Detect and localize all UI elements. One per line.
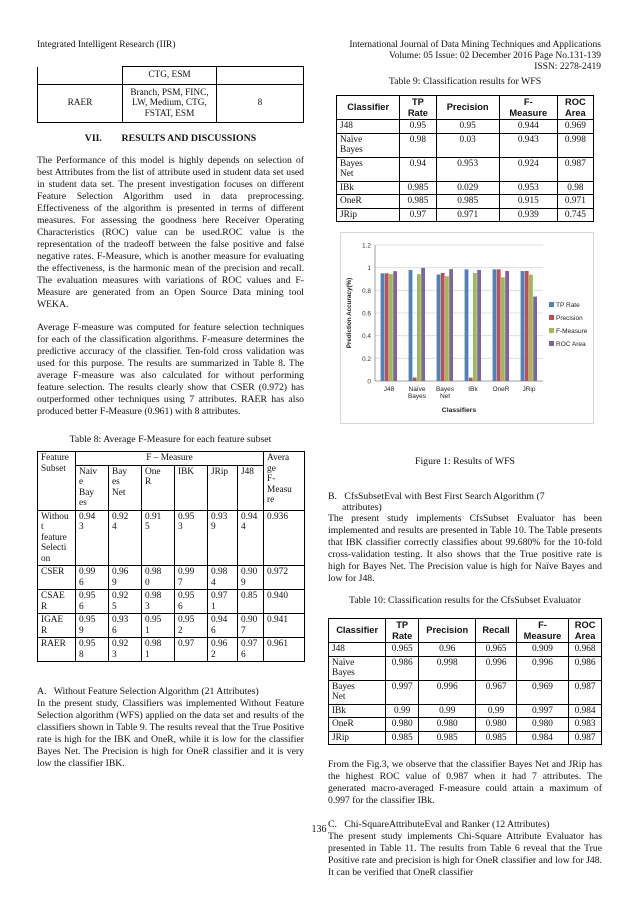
table-cell: 0.99 7 — [175, 566, 208, 590]
bar-roc-area-5 — [533, 297, 537, 381]
table-cell: 0.967 — [476, 680, 516, 704]
row-label: JRip — [329, 731, 386, 745]
table-cell: 0.96 — [419, 643, 476, 657]
legend-entry: F-Measure — [556, 328, 588, 335]
legend-swatch — [549, 341, 554, 346]
table-header-cell: Classifier — [329, 619, 386, 643]
page-number: 136 — [311, 824, 327, 835]
table-cell: 0.98 1 — [142, 638, 175, 662]
table-header-cell: F – Measure — [76, 452, 264, 466]
table-header-cell: TP Rate — [400, 96, 436, 120]
table-cell: 0.971 — [557, 195, 593, 209]
table-row — [329, 656, 602, 680]
journal-left-header: Integrated Intelligent Research (IIR) — [37, 40, 176, 50]
row-label: IGAE R — [38, 614, 76, 638]
table-cell: 0.03 — [436, 133, 499, 157]
x-tick-label: Bayes — [435, 386, 455, 393]
table-cell: 8 — [217, 84, 304, 123]
legend-swatch — [549, 328, 554, 333]
bar-tp-rate-3 — [465, 269, 469, 381]
table-header-cell: ROC Area — [557, 96, 593, 120]
table-cell: 0.95 9 — [76, 614, 109, 638]
x-tick-label: Net — [439, 393, 451, 400]
table-cell: 0.91 5 — [142, 510, 175, 566]
x-tick-label: OneR — [492, 386, 510, 393]
paragraph: Average F-measure was computed for feature selection techniques for each of the classification algorithms. F-measure determines the predictive accuracy of the classifier. Ten-fold cross validation was used for this purpose. The results are summarized in Table 8. The average F-measure was also calculated for without performing feature selection. The results clearly show that CSER (0.972) has outperformed other techniques using 7 attributes. RAER has also produced better F-Measure (0.961) with 8 attributes. — [37, 322, 304, 417]
table-cell: 0.97 1 — [208, 590, 238, 614]
table-cell: 0.985 — [419, 731, 476, 745]
row-label: OneR — [329, 718, 386, 732]
bar-f-measure-0 — [389, 274, 393, 381]
table-row — [337, 195, 594, 209]
bar-precision-5 — [525, 271, 529, 381]
table-row — [329, 704, 602, 718]
table-header-cell: ROC Area — [569, 619, 602, 643]
table-cell: 0.996 — [476, 656, 516, 680]
table-cell: 0.98 4 — [208, 566, 238, 590]
table-cell: 0.985 — [400, 181, 436, 195]
table-header-cell: Classifier — [337, 96, 400, 120]
bar-roc-area-4 — [505, 271, 509, 381]
table-cell: 0.97 6 — [238, 638, 264, 662]
table-cell — [123, 84, 217, 123]
table-cell: 0.90 7 — [238, 614, 264, 638]
table-cell: 0.984 — [569, 704, 602, 718]
y-tick-label: 0.6 — [361, 310, 371, 318]
paragraph: The present study implements CfsSubset Evaluator has been implemented and results are presented in Table 10. The Table presents that IBK classifier correctly classifies about 99.680% for the 10-fold cross-validation testing. It also shows that the True positive rate is high for Bayes Net. The Precision value is high for Naïve Bayes and low for J48. — [328, 513, 602, 584]
y-tick-label: 0 — [367, 378, 371, 386]
table-cell: 0.99 — [476, 704, 516, 718]
table-row — [329, 718, 602, 732]
table-row — [38, 566, 305, 590]
bar-chart — [341, 233, 593, 423]
row-label: JRip — [337, 208, 400, 222]
attribute-subset-table — [37, 66, 304, 123]
table-cell: 0.915 — [499, 195, 557, 209]
subsection-heading: B. CfsSubsetEval with Best First Search Algorithm (7 attributes) — [328, 491, 545, 513]
paragraph: From the Fig.3, we observe that the classifier Bayes Net and JRip has the highest ROC value of 0.987 when it had 7 attributes. The generated macro-averaged F-measure could attain a maximum of 0.997 for the classifier IBk. — [328, 759, 602, 806]
row-label: OneR — [337, 195, 400, 209]
table-cell: 0.029 — [436, 181, 499, 195]
table-cell: 0.909 — [516, 643, 568, 657]
table-cell: 0.961 — [264, 638, 305, 662]
table-row — [337, 208, 594, 222]
table-cell: 0.97 — [400, 208, 436, 222]
row-label: Bayes Net — [337, 157, 400, 181]
table-header-cell: J48 — [238, 465, 264, 510]
y-tick-label: 0.4 — [361, 333, 371, 341]
table-cell: 0.936 — [264, 510, 305, 566]
bar-roc-area-0 — [393, 271, 397, 381]
table-header-cell: Avera ge F- Measu re — [264, 452, 305, 511]
table-cell: 0.965 — [476, 643, 516, 657]
row-label: Naïve Bayes — [337, 133, 400, 157]
x-tick-label: JRip — [522, 386, 536, 393]
figure-1-chart-frame — [340, 232, 594, 424]
table-cell: 0.986 — [569, 656, 602, 680]
table-cell: 0.997 — [516, 704, 568, 718]
table-cell: 0.998 — [419, 656, 476, 680]
table-row — [329, 680, 602, 704]
row-label: CSER — [38, 566, 76, 590]
table-header-cell: Naiv e Bay es — [76, 465, 109, 510]
table-cell: 0.940 — [264, 590, 305, 614]
table-cell: 0.953 — [499, 181, 557, 195]
table-cell: 0.939 — [499, 208, 557, 222]
table-cell: 0.985 — [400, 195, 436, 209]
x-tick-label: Bayes — [407, 393, 427, 400]
row-label: J48 — [329, 643, 386, 657]
table-8 — [37, 451, 305, 662]
table-10 — [328, 618, 602, 745]
table-cell: 0.90 9 — [238, 566, 264, 590]
table-row — [329, 619, 602, 643]
table-cell: 0.983 — [569, 718, 602, 732]
table-row — [337, 96, 594, 120]
table-cell: 0.96 9 — [109, 566, 142, 590]
table-row — [38, 67, 304, 85]
row-label: Bayes Net — [329, 680, 386, 704]
bar-tp-rate-0 — [381, 273, 385, 381]
journal-issn: ISSN: 2278-2419 — [534, 62, 601, 72]
table-cell: 0.924 — [499, 157, 557, 181]
table-cell: 0.986 — [386, 656, 419, 680]
table-cell: 0.96 2 — [208, 638, 238, 662]
table-cell: 0.944 — [499, 120, 557, 134]
table-cell: 0.93 6 — [109, 614, 142, 638]
table-header-cell: TP Rate — [386, 619, 419, 643]
legend-entry: TP Rate — [556, 302, 580, 309]
table-cell: 0.95 2 — [175, 614, 208, 638]
bar-f-measure-4 — [501, 277, 505, 381]
table-cell: 0.92 3 — [109, 638, 142, 662]
x-axis-label: Classifiers — [441, 407, 477, 414]
table-cell: 0.985 — [386, 731, 419, 745]
legend-entry: Precision — [556, 315, 583, 322]
table-row — [329, 643, 602, 657]
subsection-heading: A. Without Feature Selection Algorithm (21 Attributes) — [37, 686, 259, 697]
table-cell: 0.95 6 — [76, 590, 109, 614]
table-cell: 0.980 — [476, 718, 516, 732]
section-heading: VII. RESULTS AND DISCUSSIONS — [84, 133, 257, 144]
table-row — [38, 590, 305, 614]
table-header-cell: One R — [142, 465, 175, 510]
table-cell: 0.95 8 — [76, 638, 109, 662]
table-cell: 0.941 — [264, 614, 305, 638]
table-cell: CTG, ESM — [123, 67, 217, 85]
x-tick-label: Naïve — [408, 386, 426, 393]
table-header-cell: Precision — [436, 96, 499, 120]
table-row — [337, 181, 594, 195]
x-tick-label: IBk — [468, 386, 478, 393]
y-tick-label: 1.2 — [361, 242, 371, 250]
table-cell: 0.987 — [569, 731, 602, 745]
table-caption: Table 8: Average F-Measure for each feature subset — [69, 434, 272, 445]
table-cell: 0.97 — [175, 638, 208, 662]
table-cell: 0.95 6 — [175, 590, 208, 614]
table-cell: 0.98 — [400, 133, 436, 157]
y-tick-label: 0.2 — [361, 355, 371, 363]
table-cell: RAER — [38, 84, 123, 123]
journal-right-header — [349, 40, 601, 73]
attr-line: FSTAT, ESM — [144, 108, 195, 119]
table-header-cell: F- Measure — [516, 619, 568, 643]
table-cell: 0.94 — [400, 157, 436, 181]
row-label: CSAE R — [38, 590, 76, 614]
table-row — [337, 120, 594, 134]
bar-f-measure-1 — [417, 274, 421, 381]
table-cell: 0.980 — [516, 718, 568, 732]
table-cell: 0.969 — [516, 680, 568, 704]
table-header-cell: JRip — [208, 465, 238, 510]
table-cell: 0.95 3 — [175, 510, 208, 566]
table-cell: 0.997 — [386, 680, 419, 704]
table-cell: 0.95 — [436, 120, 499, 134]
table-cell: 0.98 0 — [142, 566, 175, 590]
bar-f-measure-2 — [445, 276, 449, 381]
table-cell: 0.985 — [436, 195, 499, 209]
bar-precision-3 — [469, 378, 473, 381]
bar-tp-rate-2 — [437, 274, 441, 381]
table-cell: 0.972 — [264, 566, 305, 590]
bar-tp-rate-5 — [521, 271, 525, 381]
bar-roc-area-2 — [449, 269, 453, 381]
table-header-cell: IBK — [175, 465, 208, 510]
table-cell: 0.99 6 — [76, 566, 109, 590]
table-row — [38, 452, 305, 466]
table-cell: 0.95 1 — [142, 614, 175, 638]
table-cell: 0.943 — [499, 133, 557, 157]
bar-f-measure-3 — [473, 273, 477, 381]
legend-entry: ROC Area — [556, 341, 586, 348]
left-column — [37, 66, 304, 770]
table-cell: 0.94 4 — [238, 510, 264, 566]
row-label: RAER — [38, 638, 76, 662]
attr-line: Branch, PSM, FINC, — [130, 87, 209, 98]
bar-precision-0 — [385, 273, 389, 381]
table-cell: 0.98 — [557, 181, 593, 195]
table-row — [38, 614, 305, 638]
table-cell: 0.95 — [400, 120, 436, 134]
x-tick-label: J48 — [383, 386, 395, 393]
row-label: IBk — [337, 181, 400, 195]
bar-roc-area-3 — [477, 270, 481, 381]
table-row — [337, 133, 594, 157]
table-cell: 0.92 4 — [109, 510, 142, 566]
table-cell: 0.99 — [419, 704, 476, 718]
bar-precision-2 — [441, 273, 445, 381]
table-cell: 0.968 — [569, 643, 602, 657]
journal-volume: Volume: 05 Issue: 02 December 2016 Page No.131-139 — [389, 51, 601, 61]
table-cell: 0.94 6 — [208, 614, 238, 638]
y-axis-label: Prediction Accuracy(%) — [346, 277, 353, 349]
table-cell: 0.745 — [557, 208, 593, 222]
legend-swatch — [549, 315, 554, 320]
bar-roc-area-1 — [421, 268, 425, 381]
table-row — [38, 84, 304, 123]
table-cell: 0.85 — [238, 590, 264, 614]
paragraph: The present study implements Chi-Square Attribute Evaluator has presented in Table 11. The results from Table 6 reveal that the True Positive rate and precision is high for OneR classifier and low for J48. It can be verified that OneR classifier — [328, 831, 602, 878]
y-tick-label: 1 — [367, 265, 371, 273]
table-row — [38, 510, 305, 566]
figure-caption: Figure 1: Results of WFS — [415, 456, 515, 467]
table-cell: 0.984 — [516, 731, 568, 745]
table-header-cell: F- Measure — [499, 96, 557, 120]
table-9 — [336, 95, 594, 222]
table-header-cell: Feature Subset — [38, 452, 76, 511]
row-label: Naïve Bayes — [329, 656, 386, 680]
table-cell: 0.965 — [386, 643, 419, 657]
table-cell: 0.985 — [476, 731, 516, 745]
table-header-cell: Precision — [419, 619, 476, 643]
table-cell: 0.94 3 — [76, 510, 109, 566]
bar-precision-1 — [413, 378, 417, 381]
table-cell: 0.996 — [419, 680, 476, 704]
table-row — [337, 157, 594, 181]
table-row — [38, 638, 305, 662]
right-column — [328, 76, 602, 879]
row-label: IBk — [329, 704, 386, 718]
table-cell: 0.971 — [436, 208, 499, 222]
paragraph: The Performance of this model is highly depends on selection of best Attributes from the list of attribute used in student data set used in student data set. The present investigation focuses on different Feature Selection Algorithm used in data preprocessing. Effectiveness of the algorithm is presented in terms of different measures. For assessing the goodness here Receiver Operating Characteristics (ROC) value can be used.ROC value is the representation of the tradeoff between the false positive and false negative rates. F-Measure, which is another measure for evaluating the effectiveness, is the harmonic mean of the precision and recall. The evaluation measures with variations of ROC values and F-Measure are generated from an Open Source Data mining tool WEKA. — [37, 155, 304, 310]
row-label: J48 — [337, 120, 400, 134]
table-cell: 0.980 — [386, 718, 419, 732]
table-cell: 0.980 — [419, 718, 476, 732]
bar-tp-rate-1 — [409, 270, 413, 381]
table-header-cell: Recall — [476, 619, 516, 643]
table-caption: Table 9: Classification results for WFS — [388, 76, 542, 87]
table-cell: 0.987 — [557, 157, 593, 181]
table-cell: 0.92 5 — [109, 590, 142, 614]
table-cell: 0.953 — [436, 157, 499, 181]
table-cell: 0.969 — [557, 120, 593, 134]
table-cell: 0.93 9 — [208, 510, 238, 566]
table-cell: 0.996 — [516, 656, 568, 680]
table-row — [329, 731, 602, 745]
y-tick-label: 0.8 — [361, 287, 371, 295]
bar-f-measure-5 — [529, 275, 533, 381]
table-cell: 0.99 — [386, 704, 419, 718]
subsection-heading: C. Chi-SquareAttributeEval and Ranker (12 Attributes) — [328, 819, 550, 830]
table-header-cell: Bay es Net — [109, 465, 142, 510]
table-cell: 0.998 — [557, 133, 593, 157]
journal-name: International Journal of Data Mining Techniques and Applications — [349, 40, 601, 50]
bar-precision-4 — [497, 269, 501, 381]
bar-tp-rate-4 — [493, 269, 497, 381]
table-cell: 0.987 — [569, 680, 602, 704]
row-label: Withou t feature Selecti on — [38, 510, 76, 566]
paragraph: In the present study, Classifiers was implemented Without Feature Selection algorithm (WFS) applied on the data set and results of the classifiers shown in Table 9. The results reveal that the True Positive rate is high for the IBK and OneR, while it is low for the classifier Bayes Net. The Precision is high for OneR classifier and it is very low the classifier IBK. — [37, 698, 304, 769]
attr-line: LW, Medium, CTG, — [132, 98, 207, 108]
table-cell: 0.98 3 — [142, 590, 175, 614]
table-caption: Table 10: Classification results for the CfsSubset Evaluator — [349, 595, 581, 606]
legend-swatch — [549, 302, 554, 307]
